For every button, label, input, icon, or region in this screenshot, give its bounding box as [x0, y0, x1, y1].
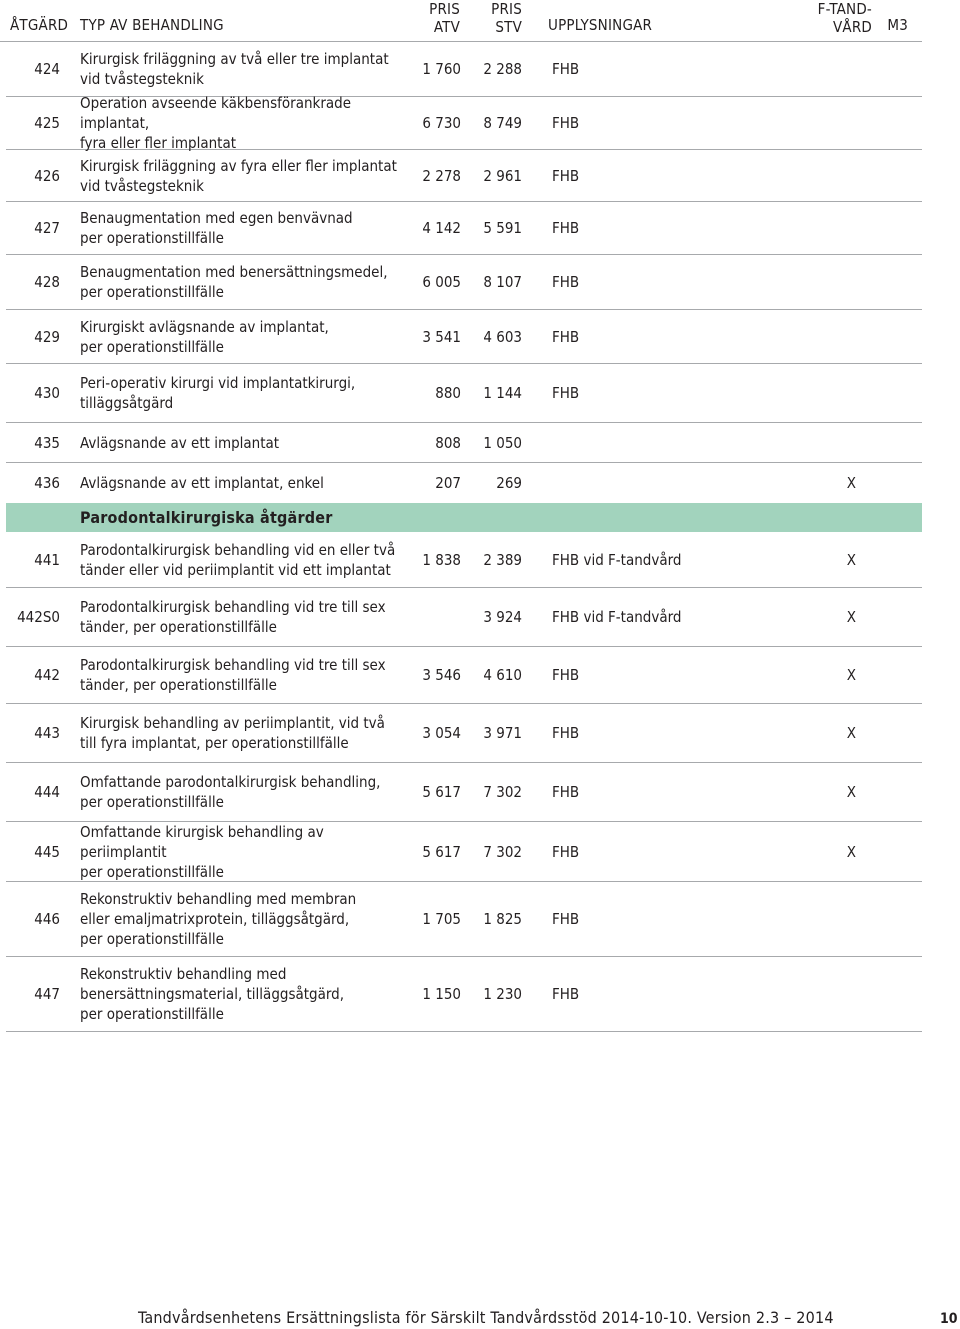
- row-upplysningar: FHB: [552, 384, 580, 402]
- row-upplysningar: FHB: [552, 910, 580, 928]
- row-pris-stv: 8 107: [483, 273, 522, 291]
- row-code: 435: [34, 433, 60, 452]
- row-description: Operation avseende käkbensförankrade implantat, fyra eller fler implantat: [80, 94, 352, 152]
- header-atgard: ÅTGÄRD: [10, 16, 69, 34]
- table-row: [6, 310, 922, 364]
- row-description: Kirurgiskt avlägsnande av implantat, per operationstillfälle: [80, 317, 329, 356]
- header-upplysningar: UPPLYSNINGAR: [548, 16, 653, 34]
- row-description: Benaugmentation med benersättningsmedel, per operationstillfälle: [80, 263, 388, 301]
- table-row: [6, 588, 922, 647]
- row-pris-atv: 3 546: [422, 666, 461, 684]
- row-pris-atv: 207: [435, 473, 461, 492]
- table-row: [6, 255, 922, 310]
- row-code: 428: [34, 273, 60, 291]
- row-pris-stv: 2 288: [483, 60, 522, 78]
- row-description: Parodontalkirurgisk behandling vid tre till sex tänder, per operationstillfälle: [80, 598, 386, 636]
- row-description: Kirurgisk behandling av periimplantit, vid två till fyra implantat, per operationstillfälle: [80, 714, 385, 752]
- row-pris-atv: 1 760: [422, 60, 461, 78]
- row-code: 445: [34, 842, 60, 861]
- row-upplysningar: FHB: [552, 60, 580, 78]
- row-f-tandvard: X: [846, 666, 856, 684]
- row-code: 436: [34, 473, 60, 492]
- row-code: 442: [34, 666, 60, 684]
- table-row: [6, 532, 922, 588]
- row-upplysningar: FHB vid F-tandvård: [552, 608, 682, 626]
- row-description: Peri-operativ kirurgi vid implantatkirurgi, tilläggsåtgärd: [80, 374, 356, 412]
- header-m3: M3: [887, 16, 908, 34]
- table-row: [6, 704, 922, 763]
- table-row: [6, 150, 922, 202]
- row-pris-atv: 2 278: [422, 166, 461, 185]
- row-description: Avlägsnande av ett implantat, enkel: [80, 473, 324, 492]
- row-pris-stv: 4 603: [483, 327, 522, 346]
- row-pris-atv: 880: [435, 384, 461, 402]
- row-description: Kirurgisk friläggning av fyra eller fler implantat vid tvåstegsteknik: [80, 156, 397, 195]
- row-pris-stv: 2 389: [483, 550, 522, 569]
- row-pris-atv: 3 054: [422, 724, 461, 742]
- row-pris-stv: 1 825: [483, 910, 522, 928]
- header-f-tandvard-line2: VÅRD: [832, 18, 872, 36]
- row-code: 430: [34, 384, 60, 402]
- row-pris-stv: 7 302: [483, 842, 522, 861]
- row-pris-atv: 808: [435, 433, 461, 452]
- table-row: [6, 882, 922, 957]
- row-description: Parodontalkirurgisk behandling vid tre till sex tänder, per operationstillfälle: [80, 656, 386, 694]
- row-upplysningar: FHB: [552, 273, 580, 291]
- row-pris-stv: 4 610: [483, 666, 522, 684]
- row-pris-atv: 4 142: [422, 219, 461, 237]
- table-row: [6, 423, 922, 463]
- row-f-tandvard: X: [846, 608, 856, 626]
- row-pris-atv: 3 541: [422, 327, 461, 346]
- table-row: [6, 822, 922, 882]
- row-upplysningar: FHB: [552, 724, 580, 742]
- row-pris-stv: 3 971: [483, 724, 522, 742]
- header-typ-av-behandling: TYP AV BEHANDLING: [80, 16, 224, 34]
- row-pris-stv: 1 050: [483, 433, 522, 452]
- table-row: [6, 202, 922, 255]
- row-f-tandvard: X: [846, 724, 856, 742]
- row-f-tandvard: X: [846, 783, 856, 801]
- row-upplysningar: FHB: [552, 114, 580, 132]
- header-pris-atv-line1: PRIS: [429, 0, 460, 18]
- row-code: 441: [34, 550, 60, 569]
- row-code: 429: [34, 327, 60, 346]
- page-footer: [0, 1306, 960, 1328]
- header-pris-stv: [466, 0, 522, 36]
- header-pris-atv: [404, 0, 460, 36]
- row-code: 427: [34, 219, 60, 237]
- section-title: Parodontalkirurgiska åtgärder: [80, 508, 333, 527]
- row-pris-stv: 5 591: [483, 219, 522, 237]
- row-code: 425: [34, 114, 60, 132]
- row-pris-stv: 2 961: [483, 166, 522, 185]
- row-description: Kirurgisk friläggning av två eller tre implantat vid tvåstegsteknik: [80, 50, 389, 88]
- row-upplysningar: FHB: [552, 842, 580, 861]
- row-pris-stv: 8 749: [483, 114, 522, 132]
- row-pris-stv: 3 924: [483, 608, 522, 626]
- header-f-tandvard: [800, 0, 872, 36]
- row-description: Benaugmentation med egen benvävnad per operationstillfälle: [80, 209, 353, 247]
- table-row: [6, 42, 922, 97]
- row-pris-stv: 269: [496, 473, 522, 492]
- row-pris-atv: 5 617: [422, 842, 461, 861]
- row-pris-atv: 5 617: [422, 783, 461, 801]
- row-code: 447: [34, 985, 60, 1003]
- table-row: [6, 763, 922, 822]
- table-row: [6, 957, 922, 1032]
- row-code: 444: [34, 783, 60, 801]
- row-upplysningar: FHB: [552, 219, 580, 237]
- table-row: [6, 94, 922, 152]
- row-pris-atv: 6 730: [422, 114, 461, 132]
- row-f-tandvard: X: [846, 550, 856, 569]
- row-description: Omfattande parodontalkirurgisk behandling, per operationstillfälle: [80, 773, 381, 811]
- header-pris-stv-line1: PRIS: [491, 0, 522, 18]
- row-pris-stv: 1 230: [483, 985, 522, 1003]
- row-pris-atv: 1 150: [422, 985, 461, 1003]
- row-pris-atv: 1 705: [422, 910, 461, 928]
- table-header: [0, 0, 922, 42]
- row-code: 442S0: [17, 608, 60, 626]
- row-code: 424: [34, 60, 60, 78]
- row-description: Omfattande kirurgisk behandling av periimplantit per operationstillfälle: [80, 822, 324, 881]
- row-description: Parodontalkirurgisk behandling vid en eller två tänder eller vid periimplantit vid ett implantat: [80, 540, 396, 579]
- section-header: [6, 503, 922, 532]
- row-pris-stv: 1 144: [483, 384, 522, 402]
- footer-text: Tandvårdsenhetens Ersättningslista för Särskilt Tandvårdsstöd 2014-10-10. Version 2.3 – 2014: [138, 1308, 834, 1327]
- row-pris-stv: 7 302: [483, 783, 522, 801]
- row-description: Rekonstruktiv behandling med benersättningsmaterial, tilläggsåtgärd, per operationstillfälle: [80, 965, 345, 1023]
- table-row: [6, 647, 922, 704]
- row-upplysningar: FHB: [552, 783, 580, 801]
- row-f-tandvard: X: [846, 473, 856, 492]
- row-upplysningar: FHB: [552, 327, 580, 346]
- row-description: Avlägsnande av ett implantat: [80, 433, 280, 452]
- page-number: 10: [940, 1311, 958, 1327]
- row-code: 446: [34, 910, 60, 928]
- row-code: 443: [34, 724, 60, 742]
- row-pris-atv: 1 838: [422, 550, 461, 569]
- header-pris-stv-line2: STV: [495, 18, 522, 36]
- row-code: 426: [34, 166, 60, 185]
- row-description: Rekonstruktiv behandling med membran eller emaljmatrixprotein, tilläggsåtgärd, per operationstillfälle: [80, 890, 357, 948]
- row-upplysningar: FHB vid F-tandvård: [552, 550, 682, 569]
- row-upplysningar: FHB: [552, 666, 580, 684]
- row-pris-atv: 6 005: [422, 273, 461, 291]
- row-upplysningar: FHB: [552, 985, 580, 1003]
- table-row: [6, 364, 922, 423]
- table-row: [6, 463, 922, 502]
- row-f-tandvard: X: [846, 842, 856, 861]
- header-f-tandvard-line1: F-TAND-: [817, 0, 872, 18]
- header-pris-atv-line2: ATV: [433, 18, 460, 36]
- row-upplysningar: FHB: [552, 166, 580, 185]
